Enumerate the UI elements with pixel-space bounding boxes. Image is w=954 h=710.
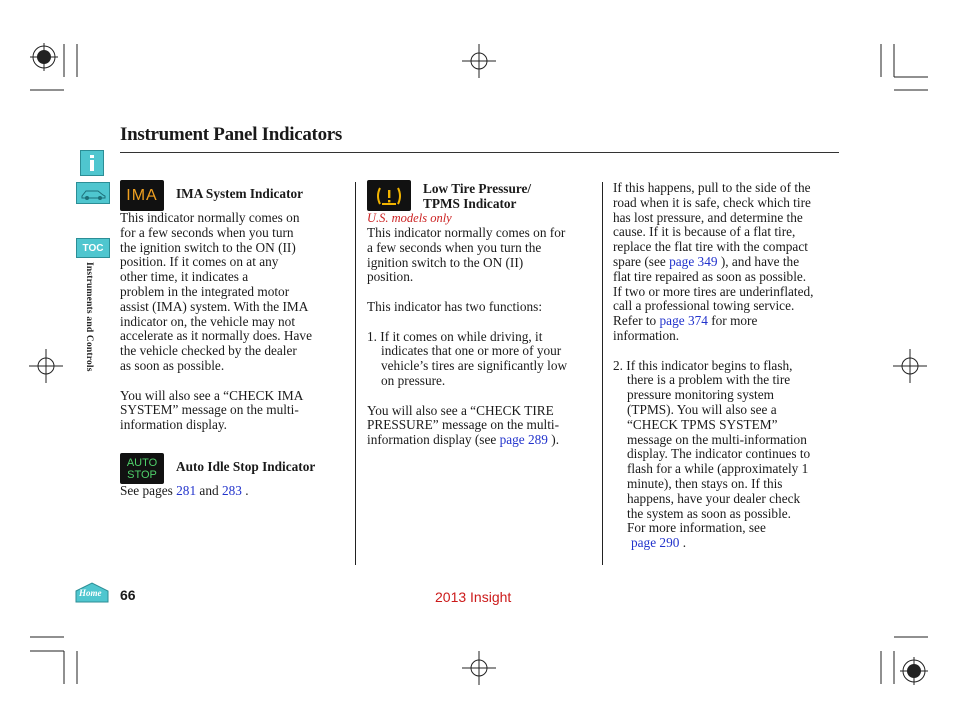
c3-item2-line: (TPMS). You will also see a — [627, 401, 777, 417]
ima-text-line: position. If it comes on at any — [120, 254, 279, 270]
column-divider-2 — [602, 182, 603, 565]
link-page-374[interactable]: page 374 — [659, 313, 708, 329]
footer-title: 2013 Insight — [435, 589, 512, 605]
tpms-continued: If this happens, pull to the side of the road when it is safe, check which tire has lost pressure, and determine the cause. If it is because of a flat tire, replace the flat tire with the compact spare (see page 349 ), and have the flat tire repaired as soon as possible. If two or more tires are underinflated, call a professional towing service. Refer to page 374 for more information. 2. If this indicator begins to flash, there is a problem with the tire pressure monitoring system (TPMS). You will also see a “CHECK TPMS SYSTEM” message on the multi-information display. The indicator continues to flash for a while (approximately 1 minute), then stays on. If this happens, have your dealer check the system as soon as possible. For more information, see page 290 . — [613, 181, 849, 551]
tpms-intro-line: a few seconds when you turn the — [367, 239, 542, 255]
registration-mark-top-left — [30, 43, 58, 71]
tpms-msg-line: PRESSURE” message on the multi- — [367, 417, 560, 433]
ima-indicator-icon: IMA — [120, 180, 164, 211]
c3-item2-line: minute), then stays on. If this — [627, 475, 783, 491]
info-icon[interactable] — [80, 150, 104, 176]
tpms-indicator-icon — [367, 180, 411, 211]
registration-mark-bottom-center — [462, 651, 496, 685]
tpms-item1-line: 1. If it comes on while driving, it — [367, 328, 543, 344]
ima-text-line: indicator on, the vehicle may not — [120, 313, 296, 329]
ima-text-line: for a few seconds when you turn — [120, 224, 294, 240]
link-page-283[interactable]: 283 — [221, 483, 242, 498]
home-label: Home — [79, 588, 102, 598]
ima-text-line: problem in the integrated motor — [120, 283, 290, 299]
home-button[interactable] — [74, 581, 110, 603]
tpms-intro-line: ignition switch to the ON (II) — [367, 254, 524, 270]
c3-item2-line: happens, have your dealer check — [627, 490, 801, 506]
tpms-body: This indicator normally comes on for a few seconds when you turn the ignition switch to the ON (II) position. This indicator has two functions: 1. If it comes on while driving, it indicates that one or more of your vehicle’s tires are significantly low on pressure. You will also see a “CHECK TIRE PRESSURE” message on the multi- information display (see page 289 ). — [367, 226, 599, 448]
c3-item2-line: there is a problem with the tire — [627, 372, 791, 388]
tpms-item1-line: on pressure. — [381, 372, 446, 388]
ima-msg-line: information display. — [120, 417, 227, 433]
link-page-290[interactable]: page 290 — [631, 535, 680, 551]
ima-text-line: as soon as possible. — [120, 357, 225, 373]
tpms-item1-line: vehicle’s tires are significantly low — [381, 358, 568, 374]
c3-text-line: If two or more tires are underinflated, — [613, 283, 814, 299]
tpms-heading: Low Tire Pressure/ TPMS Indicator — [423, 181, 532, 211]
c3-item2-line: the system as soon as possible. — [627, 505, 791, 521]
page-title: Instrument Panel Indicators — [120, 124, 343, 145]
title-rule — [120, 152, 839, 153]
ima-text-line: the vehicle checked by the dealer — [120, 343, 297, 359]
ima-heading: IMA System Indicator — [176, 186, 304, 201]
link-page-281[interactable]: 281 — [176, 483, 197, 498]
ima-text-line: other time, it indicates a — [120, 269, 249, 285]
link-page-349[interactable]: page 349 — [669, 253, 718, 269]
tpms-intro-line: This indicator normally comes on for — [367, 225, 566, 240]
auto-heading: Auto Idle Stop Indicator — [176, 459, 316, 474]
c3-text-line: flat tire repaired as soon as possible. — [613, 268, 807, 284]
toc-label: TOC — [82, 242, 104, 254]
section-label: Instruments and Controls — [84, 262, 94, 372]
column-divider-1 — [355, 182, 356, 565]
ima-text-line: This indicator normally comes on — [120, 210, 300, 225]
c3-item2-line: For more information, see — [627, 520, 766, 536]
c3-text-line: has lost pressure, and determine the — [613, 209, 803, 225]
ima-text-line: the ignition switch to the ON (II) — [120, 239, 296, 255]
c3-item2-line: display. The indicator continues to — [627, 446, 811, 462]
registration-mark-left — [29, 349, 63, 383]
c3-item2-line: flash for a while (approximately 1 — [627, 461, 809, 477]
c3-text-line: road when it is safe, check which tire — [613, 194, 811, 210]
ima-msg-line: SYSTEM” message on the multi- — [120, 402, 299, 418]
registration-mark-bottom-right — [900, 657, 928, 685]
c3-item2-line: pressure monitoring system — [627, 387, 774, 403]
ima-body — [120, 211, 345, 433]
tpms-msg-line: You will also see a “CHECK TIRE — [367, 402, 554, 418]
see-pages-line: See pages 281 and 283 . — [120, 483, 249, 498]
c3-text-line: call a professional towing service. — [613, 298, 795, 314]
tpms-item1-line: indicates that one or more of your — [381, 343, 562, 359]
registration-mark-right — [893, 349, 927, 383]
link-page-289[interactable]: page 289 — [499, 432, 548, 448]
car-icon[interactable] — [76, 182, 110, 204]
ima-text-line: assist (IMA) system. With the IMA — [120, 298, 309, 314]
registration-mark-top-center — [462, 44, 496, 78]
c3-text-line: If this happens, pull to the side of the — [613, 180, 811, 195]
c3-text-line: cause. If it is because of a flat tire, — [613, 224, 796, 240]
auto-stop-indicator-icon: AUTO STOP — [120, 453, 164, 484]
ima-text-line: accelerate as it normally does. Have — [120, 328, 312, 344]
us-models-only: U.S. models only — [367, 211, 452, 225]
tpms-intro-line: position. — [367, 269, 414, 285]
c3-item2-line: “CHECK TPMS SYSTEM” — [627, 416, 778, 432]
c3-item2-line: message on the multi-information — [627, 431, 807, 447]
c3-text-line: replace the flat tire with the compact — [613, 239, 808, 255]
c3-item2-line: 2. If this indicator begins to flash, — [613, 357, 793, 373]
ima-msg-line: You will also see a “CHECK IMA — [120, 387, 304, 403]
page-number: 66 — [120, 587, 136, 603]
toc-button[interactable] — [76, 238, 110, 258]
